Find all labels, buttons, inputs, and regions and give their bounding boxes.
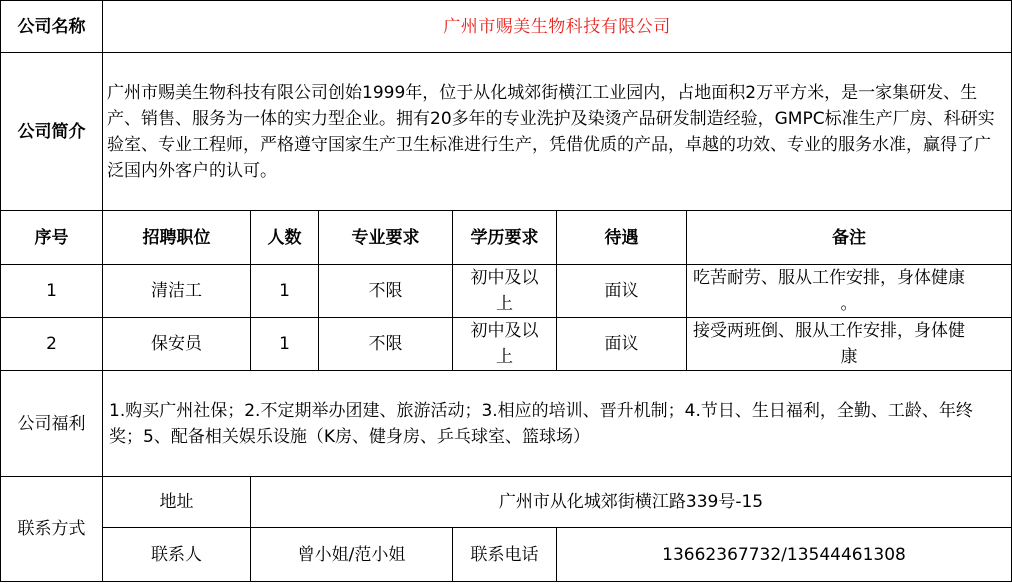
job-education <box>453 265 557 318</box>
job-education-line-2: 上 <box>496 347 513 367</box>
job-position: 保安员 <box>103 318 251 371</box>
benefits-row <box>1 371 1012 477</box>
contact-address-row <box>1 477 1012 528</box>
table-row <box>1 318 1012 371</box>
job-remarks <box>687 265 1012 318</box>
job-count: 1 <box>251 265 319 318</box>
job-count: 1 <box>251 318 319 371</box>
contact-label: 联系方式 <box>1 477 103 582</box>
company-intro-text: 广州市赐美生物科技有限公司创始1999年，位于从化城郊街横江工业园内，占地面积2万平方米，是一家集研发、生产、销售、服务为一体的实力型企业。拥有20多年的专业洗护及染烫产品研发制造经验，GMPC标准生产厂房、科研实验室、专业工程师，严格遵守国家生产卫生标准进行生产，凭借优质的产品，卓越的功效、专业的服务水准，赢得了广泛国内外客户的认可。 <box>103 53 1012 211</box>
contact-person-row <box>1 528 1012 582</box>
job-major: 不限 <box>319 318 453 371</box>
job-education <box>453 318 557 371</box>
address-value: 广州市从化城郊街横江路339号-15 <box>251 477 1012 528</box>
job-remarks-line-1: 接受两班倒、服从工作安排，身体健 <box>693 321 965 341</box>
job-education-line-1: 初中及以 <box>470 321 539 341</box>
job-remarks <box>687 318 1012 371</box>
company-intro-label: 公司简介 <box>1 53 103 211</box>
job-position: 清洁工 <box>103 265 251 318</box>
address-label: 地址 <box>103 477 251 528</box>
job-remarks-line-1: 吃苦耐劳、服从工作安排，身体健康 <box>693 268 965 288</box>
table-row <box>1 265 1012 318</box>
job-remarks-line-2: 康 <box>840 347 858 367</box>
benefits-text: 1.购买广州社保；2.不定期举办团建、旅游活动；3.相应的培训、晋升机制；4.节日、生日福利，全勤、工龄、年终奖；5、配备相关娱乐设施（K房、健身房、乒乓球室、篮球场） <box>103 371 1012 477</box>
header-treatment: 待遇 <box>557 211 687 265</box>
header-count: 人数 <box>251 211 319 265</box>
company-name-label: 公司名称 <box>1 1 103 53</box>
header-no: 序号 <box>1 211 103 265</box>
header-remarks: 备注 <box>687 211 1012 265</box>
benefits-label: 公司福利 <box>1 371 103 477</box>
company-name: 广州市赐美生物科技有限公司 <box>103 1 1012 53</box>
job-treatment: 面议 <box>557 318 687 371</box>
phone-label: 联系电话 <box>453 528 557 582</box>
company-name-row <box>1 1 1012 53</box>
job-no: 2 <box>1 318 103 371</box>
header-education: 学历要求 <box>453 211 557 265</box>
job-no: 1 <box>1 265 103 318</box>
job-remarks-line-2: 。 <box>840 294 858 314</box>
person-value: 曾小姐/范小姐 <box>251 528 453 582</box>
header-major: 专业要求 <box>319 211 453 265</box>
job-major: 不限 <box>319 265 453 318</box>
company-intro-row <box>1 53 1012 211</box>
header-position: 招聘职位 <box>103 211 251 265</box>
job-education-line-1: 初中及以 <box>470 268 539 288</box>
table-header-row <box>1 211 1012 265</box>
job-education-line-2: 上 <box>496 294 513 314</box>
phone-value: 13662367732/13544461308 <box>557 528 1012 582</box>
person-label: 联系人 <box>103 528 251 582</box>
job-treatment: 面议 <box>557 265 687 318</box>
